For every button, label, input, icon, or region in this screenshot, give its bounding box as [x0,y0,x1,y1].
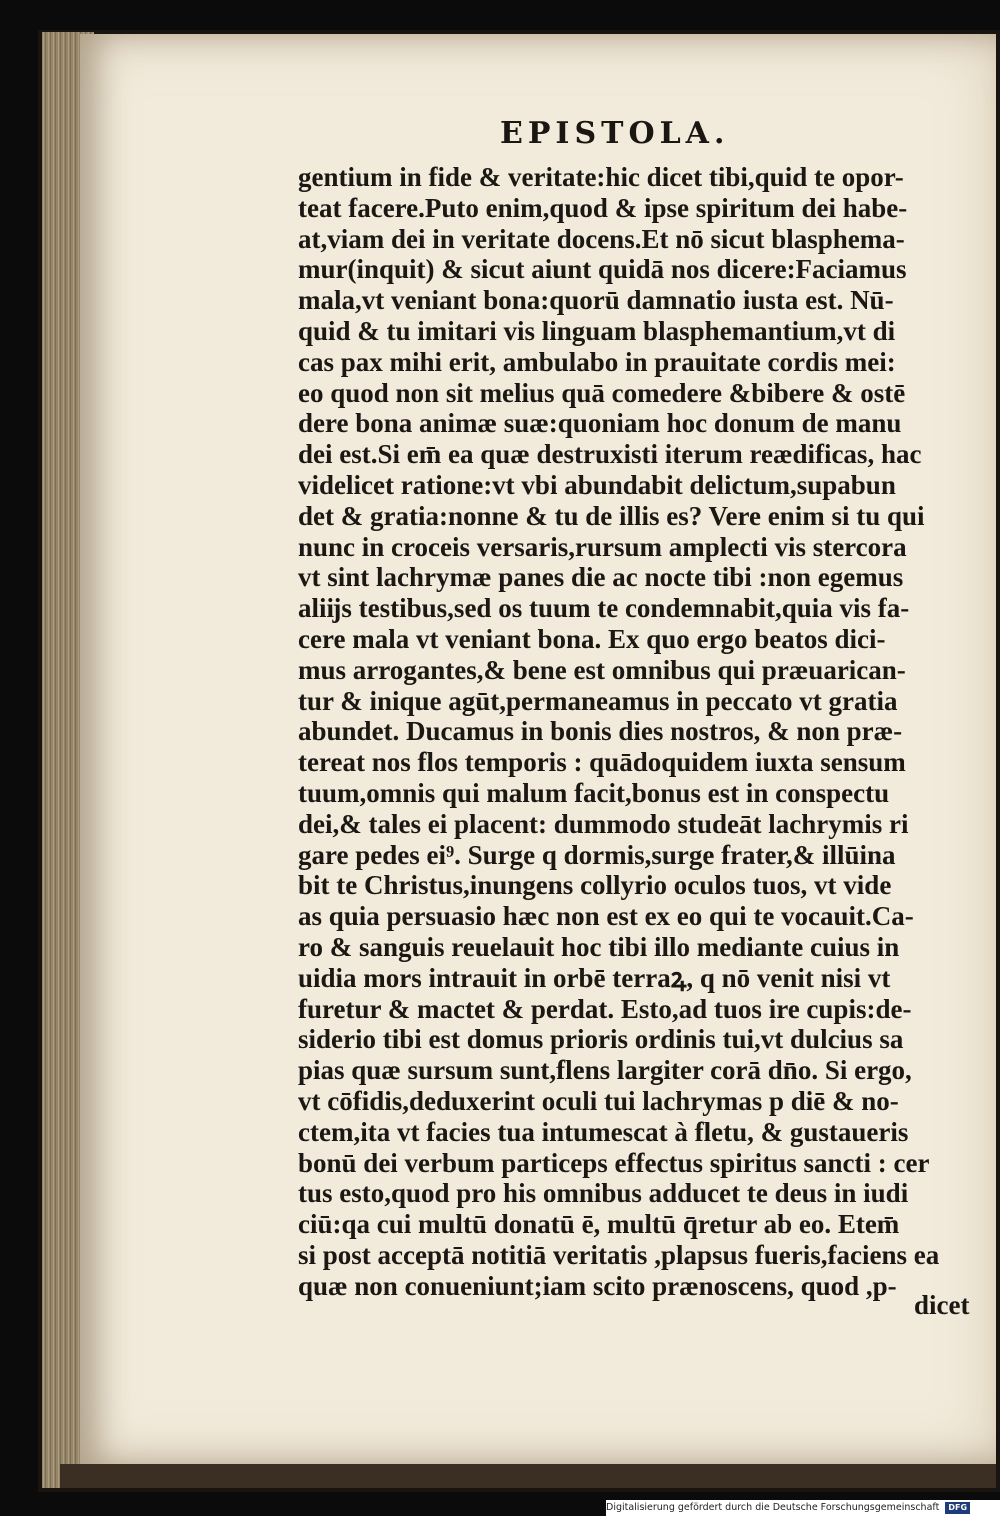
running-head: EPISTOLA. [500,116,730,151]
text-line: aliĳs testibus,sed os tuum te condemnabit,quia vis fa- [298,593,910,624]
text-line: gentium in fide & veritate:hic dicet tibi,quid te opor- [298,162,904,192]
body-text [298,162,963,1301]
text-line: det & gratia:nonne & tu de illis es? Vere enim si tu qui [298,500,925,531]
text-line: vt cōfidis,deduxerint oculi tui lachrymas p diē & no- [298,1085,899,1116]
text-line: vt sint lachrymæ panes die ac nocte tibi :non egemus [298,562,904,593]
text-line: mus arrogantes,& bene est omnibus qui præuarican- [298,654,906,685]
text-line: ctem,ita vt facies tua intumescat à fletu, & gustaueris [298,1116,909,1147]
text-line: quæ non conueniunt;iam scito prænoscens, quod ,p- [298,1270,897,1301]
text-line: mala,vt veniant bona:quorū damnatio iusta est. Nū- [298,285,894,316]
text-line: pias quæ sursum sunt,flens largiter corā dn̄o. Si ergo, [298,1055,912,1086]
text-line: siderio tibi est domus prioris ordinis tui,vt dulcius sa [298,1024,904,1055]
text-line: tur & inique agūt,permaneamus in peccato vt gratia [298,685,898,716]
text-line: videlicet ratione:vt vbi abundabit delictum,supabun [298,469,896,500]
text-line: mur(inquit) & sicut aiunt quidā nos dicere:Faciamus [298,254,907,285]
page-bottom-edge [60,1464,996,1488]
text-line: nunc in croceis versaris,rursum amplecti vis stercora [298,531,907,562]
funding-footer-text: Digitalisierung gefördert durch die Deutsche Forschungsgemeinschaft [606,1502,940,1513]
text-line: gare pedes ei⁹. Surge q dormis,surge frater,& illūina [298,839,896,870]
text-line: tereat nos flos temporis : quādoquidem iuxta sensum [298,747,906,778]
text-line: as quia persuasio hæc non est ex eo qui te vocauit.Ca- [298,901,914,932]
text-line: ro & sanguis reuelauit hoc tibi illo mediante cuius in [298,931,900,962]
text-line: si post acceptā notitiā veritatis ,plapsus fueris,faciens ea [298,1239,940,1270]
text-line: uidia mors intrauit in orbē terraꝝ, q nō venit nisi vt [298,962,891,993]
text-line: tuum,omnis qui malum facit,bonus est in conspectu [298,777,890,808]
text-line: teat facere.Puto enim,quod & ipse spiritum dei habe- [298,192,908,223]
text-line: bonū dei verbum particeps effectus spiritus sancti : cer [298,1147,930,1178]
text-line: at,viam dei in veritate docens.Et nō sicut blasphema- [298,223,905,254]
text-line: eo quod non sit melius quā comedere &bibere & ostē [298,377,906,408]
text-line: bit te Christus,inungens collyrio oculos tuos, vt vide [298,870,892,901]
text-line: abundet. Ducamus in bonis dies nostros, & non præ- [298,716,903,747]
text-line: ciū:qa cui multū donatū ē, multū q̄retur ab eo. Etem̄ [298,1209,900,1240]
text-line: tus esto,quod pro his omnibus adducet te deus in iudi [298,1178,909,1209]
text-line: dere bona animæ suæ:quoniam hoc donum de manu [298,408,902,439]
text-line: quid & tu imitari vis linguam blasphemantium,vt di [298,315,896,346]
text-line: furetur & mactet & perdat. Esto,ad tuos ire cupis:de- [298,993,912,1024]
text-line: cas pax mihi erit, ambulabo in prauitate cordis mei: [298,346,896,377]
text-line: dei est.Si em̄ ea quæ destruxisti iterum reædificas, hac [298,439,922,470]
text-line: cere mala vt veniant bona. Ex quo ergo beatos dici- [298,623,886,654]
funding-footer [606,1500,1000,1516]
catchword: dicet [914,1290,970,1320]
text-line: dei,& tales ei placent: dummodo studeāt lachrymis ri [298,808,909,839]
dfg-logo-icon: DFG [945,1502,970,1514]
